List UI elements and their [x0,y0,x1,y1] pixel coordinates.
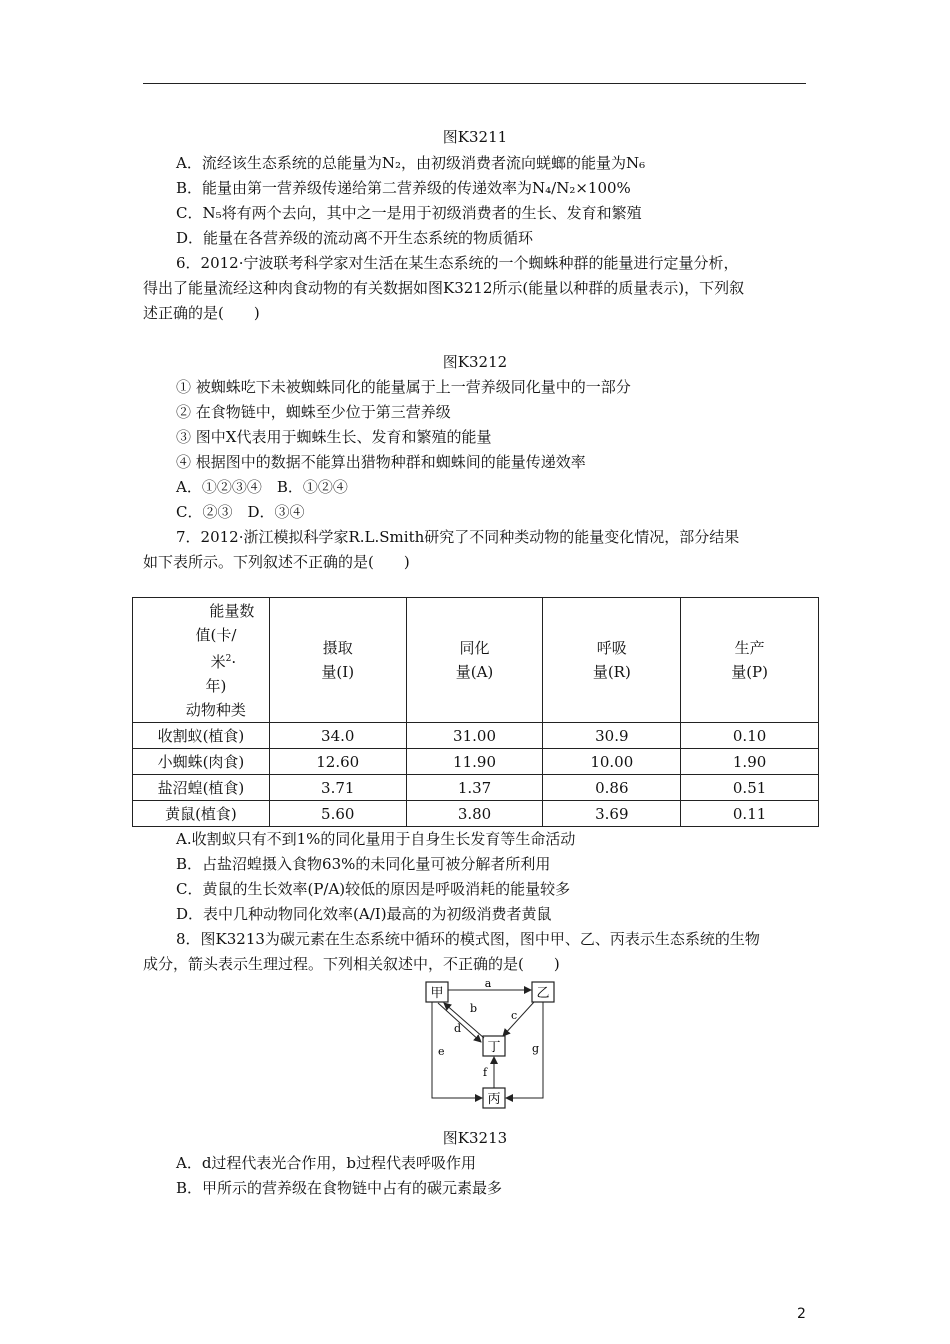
q6-stem-line1: 6．2012·宁波联考科学家对生活在某生态系统的一个蜘蛛种群的能量进行定量分析， [176,254,739,272]
q6-stem-line3: 述正确的是( ) [143,304,260,322]
q6-statement-1: ① 被蜘蛛吃下未被蜘蛛同化的能量属于上一营养级同化量中的一部分 [176,378,631,396]
label-d: d [454,1022,462,1035]
table-row [133,801,819,827]
q6-statement-4: ④ 根据图中的数据不能算出猎物种群和蜘蛛间的能量传递效率 [176,453,586,471]
cell-respiration: 10.00 [543,749,681,775]
label-jia: 甲 [430,986,444,1001]
cell-intake: 34.0 [269,723,406,749]
label-yi: 乙 [536,986,550,1001]
q8-stem-line1: 8．图K3213为碳元素在生态系统中循环的模式图，图中甲、乙、丙表示生态系统的生物 [176,930,760,948]
q7-option-d: D．表中几种动物同化效率(A/I)最高的为初级消费者黄鼠 [176,905,552,923]
q8-option-b: B．甲所示的营养级在食物链中占有的碳元素最多 [176,1179,503,1197]
q5-option-c: C．N₅将有两个去向，其中之一是用于初级消费者的生长、发育和繁殖 [176,204,642,222]
cell-production: 0.11 [681,801,819,827]
carbon-cycle-diagram [410,978,570,1114]
label-ding: 丁 [487,1040,501,1055]
q6-statement-2: ② 在食物链中，蜘蛛至少位于第三营养级 [176,403,451,421]
q5-option-b: B．能量由第一营养级传递给第二营养级的传递效率为N₄/N₂×100% [176,179,631,197]
q6-statement-3: ③ 图中X代表用于蜘蛛生长、发育和繁殖的能量 [176,428,492,446]
cell-respiration: 0.86 [543,775,681,801]
page-number: 2 [797,1306,806,1322]
q7-stem-line2: 如下表所示。下列叙述不正确的是( ) [143,553,410,571]
header-assimilation: 同化 量(A) [406,598,543,723]
cell-intake: 3.71 [269,775,406,801]
q6-options-ab: A．①②③④ B．①②④ [176,478,348,496]
cell-assimilation: 11.90 [406,749,543,775]
energy-table [132,597,819,827]
cell-assimilation: 31.00 [406,723,543,749]
q7-stem-line1: 7．2012·浙江模拟科学家R.L.Smith研究了不同种类动物的能量变化情况，部分结果 [176,528,740,546]
figure-caption-k3213: 图K3213 [442,1129,508,1147]
label-a: a [484,978,492,990]
cell-intake: 12.60 [269,749,406,775]
cell-respiration: 30.9 [543,723,681,749]
figure-caption-k3211: 图K3211 [442,128,508,146]
q7-option-b: B．占盐沼蝗摄入食物63%的未同化量可被分解者所利用 [176,855,551,873]
cell-respiration: 3.69 [543,801,681,827]
arrow-b [444,1003,484,1038]
label-bing: 丙 [487,1092,501,1107]
label-b: b [470,1002,478,1015]
q8-option-a: A．d过程代表光合作用，b过程代表呼吸作用 [176,1154,477,1172]
q7-option-c: C．黄鼠的生长效率(P/A)较低的原因是呼吸消耗的能量较多 [176,880,571,898]
label-c: c [511,1009,518,1022]
q6-options-cd: C．②③ D．③④ [176,503,305,521]
label-e: e [438,1045,445,1058]
header-intake: 摄取 量(I) [269,598,406,723]
header-respiration: 呼吸 量(R) [543,598,681,723]
q8-stem-line2: 成分，箭头表示生理过程。下列相关叙述中，不正确的是( ) [143,955,560,973]
row-name: 黄鼠(植食) [133,801,270,827]
cell-assimilation: 1.37 [406,775,543,801]
cell-assimilation: 3.80 [406,801,543,827]
q7-option-a: A.收割蚁只有不到1%的同化量用于自身生长发育等生命活动 [176,830,576,848]
arrow-c [503,1002,534,1036]
cell-production: 0.10 [681,723,819,749]
table-row [133,775,819,801]
q6-stem-line2: 得出了能量流经这种肉食动物的有关数据如图K3212所示(能量以种群的质量表示)，下列叙 [143,279,745,297]
label-f: f [483,1066,488,1079]
header-production: 生产 量(P) [681,598,819,723]
cell-intake: 5.60 [269,801,406,827]
figure-caption-k3212: 图K3212 [442,353,508,371]
row-name: 小蜘蛛(肉食) [133,749,270,775]
cell-production: 0.51 [681,775,819,801]
table-corner-header: 能量数 值(卡/ 米$^2$· 年) 动物种类 [133,598,270,723]
row-name: 收割蚁(植食) [133,723,270,749]
cell-production: 1.90 [681,749,819,775]
label-g: g [532,1042,540,1055]
table-row [133,723,819,749]
table-row [133,749,819,775]
q5-option-d: D．能量在各营养级的流动离不开生态系统的物质循环 [176,229,534,247]
header-rule [143,83,806,84]
table-header-row [133,598,819,723]
row-name: 盐沼蝗(植食) [133,775,270,801]
q5-option-a: A．流经该生态系统的总能量为N₂，由初级消费者流向蜣螂的能量为N₆ [176,154,646,172]
